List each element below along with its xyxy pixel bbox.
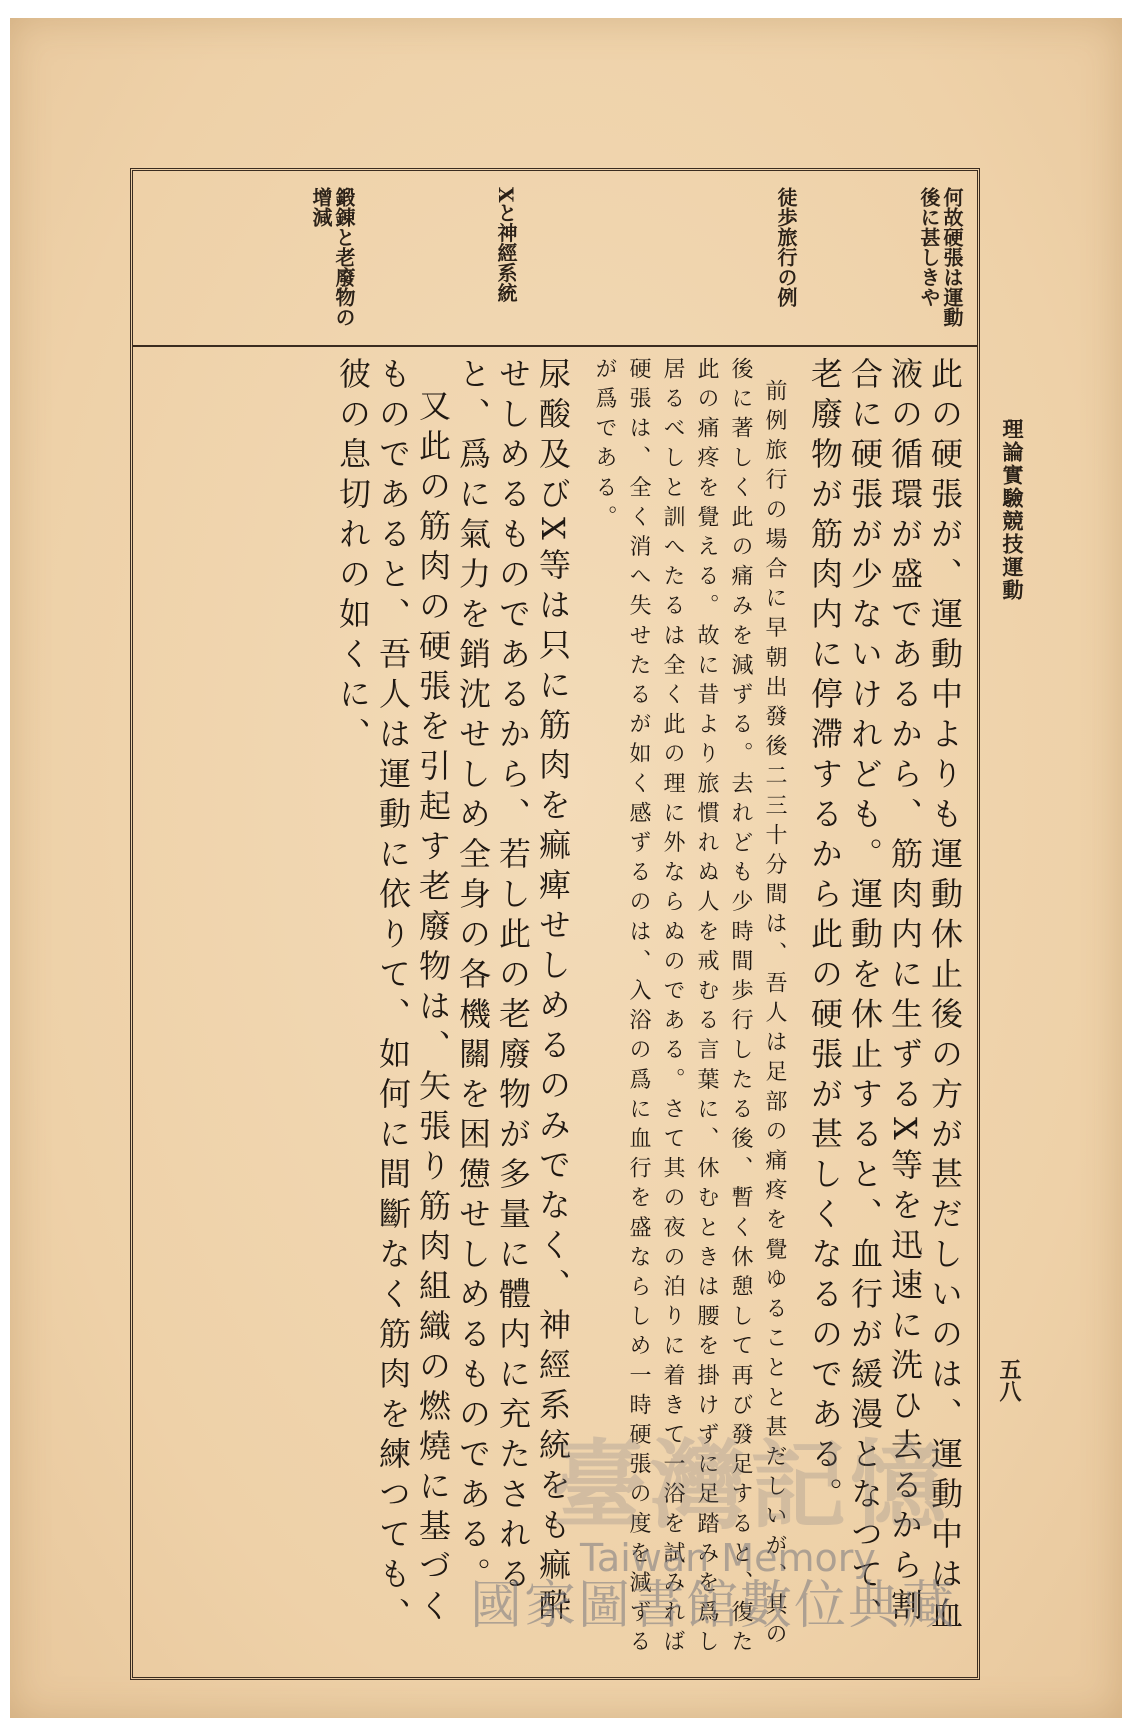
paragraph-waste-products: 又此の筋肉の硬張を引起す老廢物は、矢張り筋肉組織の燃燒に基づくものであると、吾人は運動に依りて、如何に間斷なく筋肉を練つても、彼の息切れの如くに、 (334, 357, 452, 1637)
paragraph-walking-example: 前例旅行の場合に早朝出發後二三十分間は、吾人は足部の痛疼を覺ゆることと甚だしいが、其の後に著しく此の痛みを減ずる。去れども少時間歩行したる後、暫く休憩して再び發足すると、復た此の痛疼を覺える。故に昔より旅慣れぬ人を戒むる言葉に、休むときは腰を掛けずに足踏みを爲し居るべしと訓へたるは全く此の理に外ならぬのである。さて其の夜の泊りに着きて一浴を試みれば硬張は、全く消へ失せたるが如く感ずるのは、入浴の爲に血行を盛ならしめ一時硬張の度を減ずるが爲である。 (592, 357, 787, 1660)
margin-note-training-waste: 鍛錬と老廢物の增減 (309, 187, 356, 327)
margin-note-x-nervous-system: Xと神經系統 (494, 187, 518, 303)
watermark-chinese: 國家圖書館數位典藏 (470, 1576, 957, 1636)
margin-notes-strip (133, 171, 977, 347)
watermark-calligraphy: 臺灣記憶 (550, 1429, 950, 1542)
body-text (133, 357, 977, 1667)
text-frame (130, 168, 980, 1680)
paragraph-stiffness: 此の硬張が、運動中よりも運動休止後の方が甚だしいのは、運動中は血液の循環が盛であるから、筋肉内に生ずるX等を迅速に洗ひ去るから割合に硬張が少ないけれども。運動を休止すると、血行が緩漫となつて、老廢物が筋肉内に停滯するから此の硬張が甚しくなるのである。 (806, 357, 964, 1637)
page-number: 五八 (996, 1358, 1022, 1402)
running-head: 理論實驗競技運動 (1000, 418, 1025, 602)
paragraph-uric-acid: 尿酸及びX等は只に筋肉を痲痺せしめるのみでなく、神經系統をも痲酔せしめるものであるから、若し此の老廢物が多量に體内に充たされると、爲に氣力を銷沈せしめ全身の各機關を困憊せしめるものである。 (454, 357, 572, 1628)
margin-note-stiffness-after-exercise: 何故硬張は運動後に甚しきや (917, 187, 964, 327)
watermark-english: Taiwan Memory (580, 1536, 876, 1580)
book-page (10, 18, 1122, 1718)
margin-note-walking-trip: 徒歩旅行の例 (774, 187, 798, 307)
